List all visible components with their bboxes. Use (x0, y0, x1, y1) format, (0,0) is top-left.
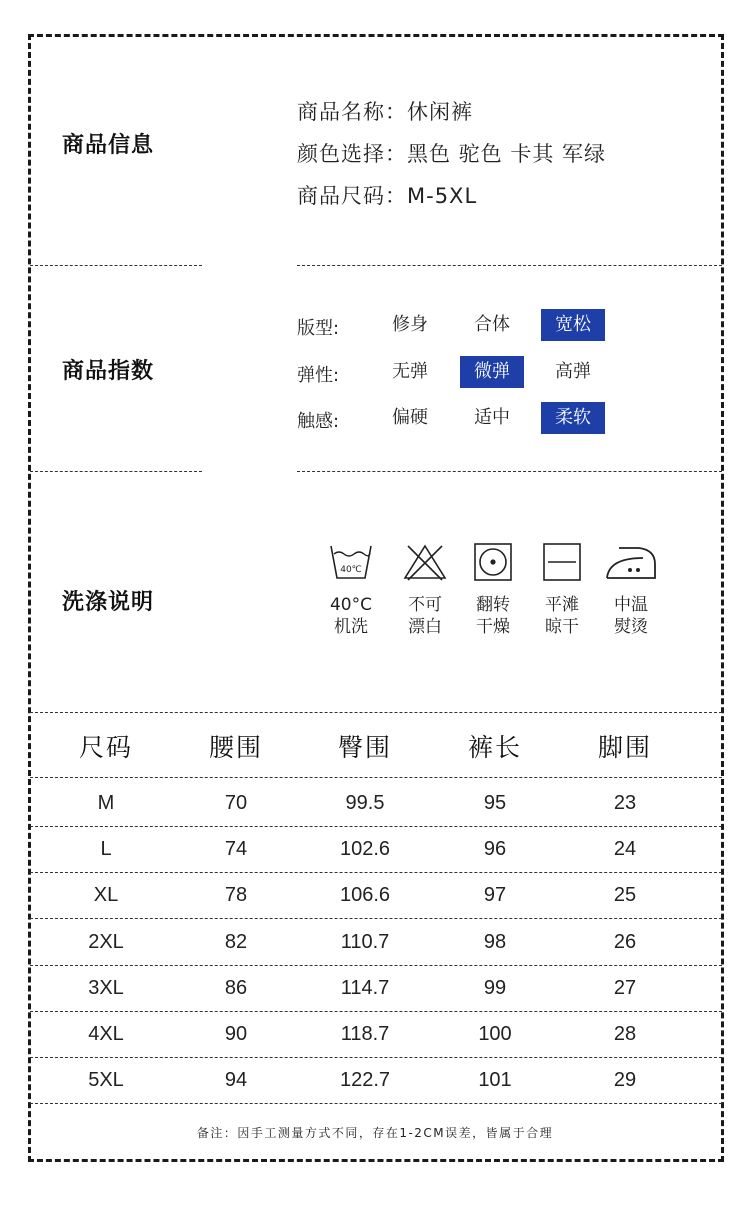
wash-item-machine-wash (316, 542, 386, 638)
table-cell: 26 (613, 930, 637, 953)
section-title-product-index: 商品指数 (62, 359, 155, 384)
table-cell: 3XL (88, 976, 124, 999)
size-range-line: 商品尺码：M-5XL (297, 184, 478, 208)
table-cell: 27 (613, 976, 637, 999)
iron-medium-icon (603, 542, 659, 582)
index-label-touch: 触感: (297, 411, 340, 432)
table-cell: 94 (224, 1069, 248, 1092)
wash-item-flat-dry (527, 542, 597, 638)
table-header-hem: 脚围 (597, 733, 652, 762)
wash-text-4a: 平滩 (545, 595, 579, 615)
table-cell: L (100, 838, 112, 861)
index-option-elastic-none: 无弹 (392, 361, 428, 382)
wash-text-1b: 机洗 (334, 617, 368, 637)
table-row-line (30, 826, 722, 827)
table-cell: 86 (224, 976, 248, 999)
table-row-line (30, 918, 722, 919)
table-row-line (30, 1011, 722, 1012)
table-cell: 106.6 (339, 884, 391, 907)
wash-text-3a: 翻转 (476, 595, 510, 615)
index-option-elastic-slight-selected: 微弹 (460, 356, 524, 388)
wash-item-iron (596, 542, 666, 638)
table-row-line (30, 1103, 722, 1104)
table-cell: 102.6 (339, 838, 391, 861)
divider-right (297, 471, 722, 472)
table-cell: 101 (478, 1069, 512, 1092)
table-row-line (30, 1057, 722, 1058)
wash-text-1a: 40°C (329, 595, 372, 615)
index-option-touch-soft-selected: 柔软 (541, 402, 605, 434)
index-option-touch-hard: 偏硬 (392, 407, 428, 428)
section-title-product-info: 商品信息 (62, 133, 155, 158)
wash-text-2b: 漂白 (408, 617, 442, 637)
table-header-hip: 臀围 (337, 733, 392, 762)
index-option-touch-medium: 适中 (474, 407, 510, 428)
wash-item-no-bleach (390, 542, 460, 638)
table-cell: 97 (483, 884, 507, 907)
table-cell: 74 (224, 838, 248, 861)
wash-40-icon (328, 542, 374, 582)
table-cell: 82 (224, 930, 248, 953)
table-cell: 29 (613, 1069, 637, 1092)
table-cell: 122.7 (339, 1069, 391, 1092)
table-cell: XL (93, 884, 119, 907)
table-cell: 98 (483, 930, 507, 953)
tumble-dry-icon (470, 542, 516, 582)
table-header-length: 裤长 (467, 733, 522, 762)
wash-text-5b: 熨烫 (614, 617, 648, 637)
wash-text-5a: 中温 (614, 595, 648, 615)
table-header-size: 尺码 (78, 733, 133, 762)
table-row-line (30, 965, 722, 966)
table-cell: 96 (483, 838, 507, 861)
table-cell: 25 (613, 884, 637, 907)
divider-right (297, 265, 722, 266)
index-label-fit: 版型: (297, 318, 340, 339)
divider-left (30, 265, 202, 266)
table-cell: 24 (613, 838, 637, 861)
wash-text-3b: 干燥 (476, 617, 510, 637)
table-cell: 99.5 (345, 792, 385, 814)
table-header-line (30, 777, 722, 778)
wash-text-2a: 不可 (408, 595, 442, 615)
index-option-fit-regular: 合体 (474, 314, 510, 335)
section-title-wash: 洗涤说明 (62, 590, 155, 615)
table-cell: 100 (478, 1023, 512, 1045)
wash-temp-text: 40℃ (340, 565, 362, 575)
table-cell: 23 (613, 792, 637, 814)
table-cell: 114.7 (340, 976, 390, 999)
footnote: 备注：因手工测量方式不同，存在1-2CM误差，皆属于合理 (196, 1126, 554, 1140)
table-cell: 28 (613, 1023, 637, 1045)
index-option-elastic-high: 高弹 (555, 361, 591, 382)
table-top-line (30, 712, 722, 713)
table-cell: 118.7 (340, 1023, 390, 1045)
table-cell: 78 (224, 884, 248, 907)
wash-text-4b: 晾干 (545, 617, 579, 637)
index-option-fit-slim: 修身 (392, 314, 428, 335)
table-cell: 2XL (88, 930, 124, 953)
table-cell: 5XL (88, 1069, 124, 1092)
no-bleach-icon (402, 542, 448, 582)
table-cell: M (97, 792, 115, 814)
index-option-fit-loose-selected: 宽松 (541, 309, 605, 341)
flat-dry-icon (539, 542, 585, 582)
table-header-waist: 腰围 (208, 733, 263, 762)
wash-item-tumble-dry (458, 542, 528, 638)
divider-left (30, 471, 202, 472)
table-cell: 95 (483, 792, 507, 814)
product-name-line: 商品名称：休闲裤 (297, 100, 473, 124)
table-row-line (30, 872, 722, 873)
table-cell: 4XL (88, 1023, 124, 1045)
table-cell: 90 (224, 1023, 248, 1045)
index-label-elasticity: 弹性: (297, 365, 340, 386)
table-cell: 110.7 (340, 930, 390, 953)
table-cell: 99 (483, 976, 507, 999)
table-cell: 70 (224, 792, 248, 814)
color-choice-line: 颜色选择：黑色 驼色 卡其 军绿 (297, 142, 607, 166)
